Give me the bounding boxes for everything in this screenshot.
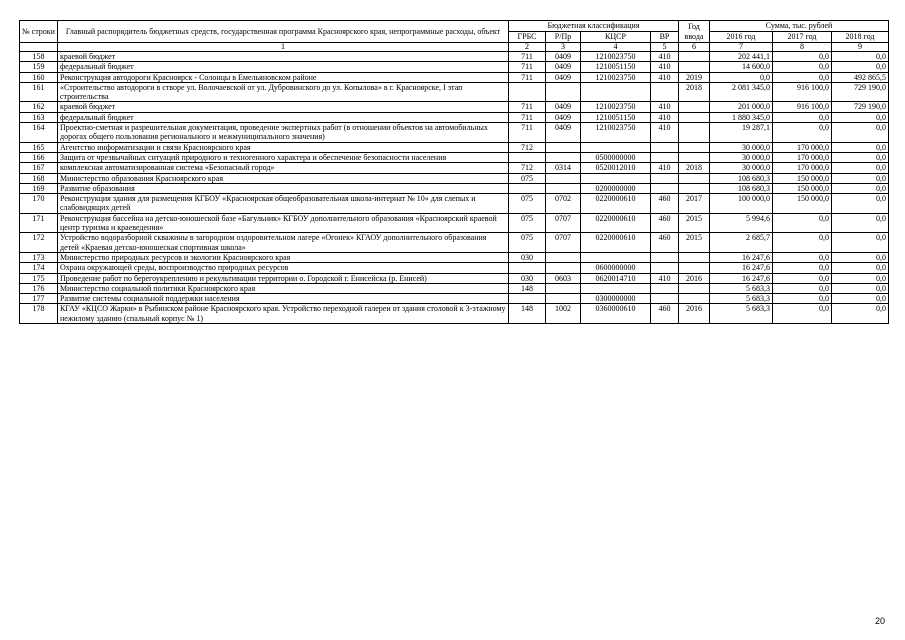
row-name-cell: краевой бюджет	[58, 52, 509, 62]
kcsr-cell: 0220000610	[581, 213, 651, 233]
year-cell	[679, 283, 710, 293]
sum-2016-cell: 5 683,3	[710, 294, 773, 304]
table-row	[20, 102, 889, 112]
grbs-cell: 075	[509, 213, 546, 233]
header-2018: 2018 год	[832, 32, 889, 43]
page-number: 20	[874, 616, 885, 626]
sum-2017-cell: 916 100,0	[773, 102, 832, 112]
row-number-cell: 174	[20, 263, 58, 273]
rpr-cell	[546, 183, 581, 193]
kcsr-cell: 0220000610	[581, 194, 651, 214]
column-index-row	[20, 43, 889, 52]
column-index: 7	[710, 43, 773, 52]
rpr-cell: 0702	[546, 194, 581, 214]
kcsr-cell	[581, 173, 651, 183]
sum-2017-cell: 916 100,0	[773, 82, 832, 102]
sum-2016-cell: 2 685,7	[710, 233, 773, 253]
rpr-cell: 0314	[546, 163, 581, 173]
kcsr-cell: 0600000000	[581, 263, 651, 273]
row-name-cell: Проектно-сметная и разрешительная документация, проведение экспертных работ (в отношении объектов на автомобильных дорогах общего пользования регионального и межмуниципального значения)	[58, 123, 509, 143]
row-name-cell: Агентство информатизации и связи Красноярского края	[58, 142, 509, 152]
rpr-cell: 0707	[546, 213, 581, 233]
sum-2018-cell: 0,0	[832, 294, 889, 304]
table-row	[20, 72, 889, 82]
vr-cell: 460	[651, 233, 679, 253]
sum-2017-cell: 0,0	[773, 273, 832, 283]
sum-2018-cell: 0,0	[832, 283, 889, 293]
sum-2018-cell: 0,0	[832, 52, 889, 62]
table-body	[20, 52, 889, 324]
row-name-cell: Устройство водоразборной скважины в загородном оздоровительном лагере «Огонек» КГАОУ дополнительного образования детей «Краевая детско-юношеская спортивная школа»	[58, 233, 509, 253]
row-name-cell: Развитие системы социальной поддержки населения	[58, 294, 509, 304]
header-name: Главный распорядитель бюджетных средств, государственная программа Красноярского края, непрограммные расходы, объект	[58, 21, 509, 43]
row-number-cell: 161	[20, 82, 58, 102]
rpr-cell	[546, 283, 581, 293]
grbs-cell: 030	[509, 252, 546, 262]
row-number-cell: 169	[20, 183, 58, 193]
sum-2017-cell: 0,0	[773, 233, 832, 253]
column-index	[20, 43, 58, 52]
table-row	[20, 263, 889, 273]
year-cell: 2016	[679, 304, 710, 324]
row-name-cell: «Строительство автодороги в створе ул. Волочаевской от ул. Дубровинского до ул. Копылова» в г. Красноярске, I этап строительства	[58, 82, 509, 102]
table-row	[20, 194, 889, 214]
column-index: 9	[832, 43, 889, 52]
grbs-cell	[509, 263, 546, 273]
row-name-cell: Министерство социальной политики Красноярского края	[58, 283, 509, 293]
vr-cell	[651, 283, 679, 293]
table-row	[20, 213, 889, 233]
column-index: 8	[773, 43, 832, 52]
sum-2018-cell: 0,0	[832, 112, 889, 122]
row-name-cell: Министерство образования Красноярского края	[58, 173, 509, 183]
row-number-cell: 175	[20, 273, 58, 283]
sum-2017-cell: 150 000,0	[773, 173, 832, 183]
sum-2017-cell: 170 000,0	[773, 163, 832, 173]
sum-2018-cell: 492 865,5	[832, 72, 889, 82]
row-number-cell: 167	[20, 163, 58, 173]
grbs-cell: 075	[509, 233, 546, 253]
sum-2017-cell: 150 000,0	[773, 183, 832, 193]
grbs-cell: 711	[509, 123, 546, 143]
grbs-cell: 712	[509, 163, 546, 173]
table-row	[20, 273, 889, 283]
row-number-cell: 159	[20, 62, 58, 72]
header-sum: Сумма, тыс. рублей	[710, 21, 889, 32]
sum-2017-cell: 0,0	[773, 294, 832, 304]
row-number-cell: 160	[20, 72, 58, 82]
sum-2018-cell: 0,0	[832, 142, 889, 152]
grbs-cell: 711	[509, 112, 546, 122]
vr-cell: 410	[651, 72, 679, 82]
sum-2016-cell: 16 247,6	[710, 252, 773, 262]
kcsr-cell	[581, 252, 651, 262]
rpr-cell	[546, 142, 581, 152]
year-cell	[679, 62, 710, 72]
kcsr-cell: 1210023750	[581, 102, 651, 112]
vr-cell: 460	[651, 304, 679, 324]
grbs-cell: 712	[509, 142, 546, 152]
year-cell	[679, 294, 710, 304]
row-number-cell: 163	[20, 112, 58, 122]
vr-cell: 460	[651, 194, 679, 214]
sum-2018-cell: 0,0	[832, 252, 889, 262]
sum-2018-cell: 0,0	[832, 304, 889, 324]
table-row	[20, 112, 889, 122]
vr-cell: 410	[651, 52, 679, 62]
row-name-cell: краевой бюджет	[58, 102, 509, 112]
sum-2018-cell: 0,0	[832, 62, 889, 72]
grbs-cell	[509, 294, 546, 304]
sum-2016-cell: 16 247,6	[710, 263, 773, 273]
row-name-cell: федеральный бюджет	[58, 62, 509, 72]
sum-2016-cell: 14 600,0	[710, 62, 773, 72]
rpr-cell	[546, 82, 581, 102]
kcsr-cell: 0360000610	[581, 304, 651, 324]
sum-2017-cell: 150 000,0	[773, 194, 832, 214]
grbs-cell	[509, 183, 546, 193]
row-number-cell: 172	[20, 233, 58, 253]
grbs-cell: 711	[509, 102, 546, 112]
rpr-cell: 0409	[546, 102, 581, 112]
header-rpr: Р/Пр	[546, 32, 581, 43]
kcsr-cell	[581, 142, 651, 152]
grbs-cell: 711	[509, 72, 546, 82]
sum-2018-cell: 0,0	[832, 213, 889, 233]
row-name-cell: Министерство природных ресурсов и экологии Красноярского края	[58, 252, 509, 262]
sum-2016-cell: 1 880 345,0	[710, 112, 773, 122]
vr-cell: 460	[651, 213, 679, 233]
rpr-cell: 0409	[546, 62, 581, 72]
header-row-number: № строки	[20, 21, 58, 43]
table-row	[20, 283, 889, 293]
header-kcsr: КЦСР	[581, 32, 651, 43]
header-2016: 2016 год	[710, 32, 773, 43]
sum-2018-cell: 0,0	[832, 183, 889, 193]
vr-cell	[651, 142, 679, 152]
row-number-cell: 158	[20, 52, 58, 62]
vr-cell	[651, 152, 679, 162]
kcsr-cell: 0500000000	[581, 152, 651, 162]
year-cell: 2019	[679, 72, 710, 82]
grbs-cell	[509, 82, 546, 102]
rpr-cell: 1002	[546, 304, 581, 324]
sum-2017-cell: 170 000,0	[773, 152, 832, 162]
sum-2016-cell: 19 287,1	[710, 123, 773, 143]
column-index: 5	[651, 43, 679, 52]
sum-2017-cell: 0,0	[773, 112, 832, 122]
table-row	[20, 142, 889, 152]
row-number-cell: 177	[20, 294, 58, 304]
kcsr-cell: 1210051150	[581, 112, 651, 122]
header-year-in: Год ввода	[679, 21, 710, 43]
year-cell: 2015	[679, 233, 710, 253]
sum-2017-cell: 0,0	[773, 72, 832, 82]
sum-2016-cell: 5 683,3	[710, 283, 773, 293]
table-row	[20, 163, 889, 173]
sum-2016-cell: 108 680,3	[710, 173, 773, 183]
grbs-cell	[509, 152, 546, 162]
rpr-cell: 0603	[546, 273, 581, 283]
rpr-cell: 0409	[546, 123, 581, 143]
row-number-cell: 165	[20, 142, 58, 152]
sum-2018-cell: 0,0	[832, 163, 889, 173]
table-row	[20, 173, 889, 183]
sum-2018-cell: 0,0	[832, 152, 889, 162]
header-2017: 2017 год	[773, 32, 832, 43]
rpr-cell: 0409	[546, 52, 581, 62]
sum-2018-cell: 0,0	[832, 263, 889, 273]
grbs-cell: 148	[509, 283, 546, 293]
kcsr-cell: 0300000000	[581, 294, 651, 304]
vr-cell	[651, 82, 679, 102]
row-name-cell: Реконструкция здания для размещения КГБОУ «Красноярская общеобразовательная школа-интернат № 10» для слепых и слабовидящих детей	[58, 194, 509, 214]
table-row	[20, 52, 889, 62]
row-name-cell: Реконструкция бассейна на детско-юношеской базе «Багульник» КГБОУ дополнительного образования «Красноярский краевой центр туризма и краеведения»	[58, 213, 509, 233]
kcsr-cell: 0220000610	[581, 233, 651, 253]
header-classification: Бюджетная классификация	[509, 21, 679, 32]
kcsr-cell: 0520012010	[581, 163, 651, 173]
year-cell	[679, 173, 710, 183]
table-row	[20, 304, 889, 324]
row-number-cell: 166	[20, 152, 58, 162]
column-index: 2	[509, 43, 546, 52]
rpr-cell	[546, 152, 581, 162]
sum-2018-cell: 0,0	[832, 273, 889, 283]
row-name-cell: Развитие образования	[58, 183, 509, 193]
sum-2016-cell: 108 680,3	[710, 183, 773, 193]
vr-cell: 410	[651, 123, 679, 143]
table-row	[20, 62, 889, 72]
grbs-cell: 711	[509, 62, 546, 72]
vr-cell: 410	[651, 62, 679, 72]
rpr-cell	[546, 173, 581, 183]
row-name-cell: Охрана окружающей среды, воспроизводство природных ресурсов	[58, 263, 509, 273]
vr-cell	[651, 294, 679, 304]
year-cell: 2018	[679, 82, 710, 102]
table-row	[20, 123, 889, 143]
kcsr-cell: 1210023750	[581, 123, 651, 143]
year-cell	[679, 142, 710, 152]
sum-2016-cell: 30 000,0	[710, 152, 773, 162]
budget-table	[19, 20, 889, 324]
sum-2017-cell: 0,0	[773, 62, 832, 72]
sum-2017-cell: 0,0	[773, 52, 832, 62]
rpr-cell	[546, 294, 581, 304]
sum-2017-cell: 0,0	[773, 252, 832, 262]
grbs-cell: 075	[509, 173, 546, 183]
row-number-cell: 170	[20, 194, 58, 214]
sum-2018-cell: 0,0	[832, 173, 889, 183]
row-name-cell: Проведение работ по берегоукреплению и рекультивации территории о. Городской г. Енисейска (р. Енисей)	[58, 273, 509, 283]
sum-2016-cell: 16 247,6	[710, 273, 773, 283]
kcsr-cell	[581, 283, 651, 293]
sum-2016-cell: 5 683,3	[710, 304, 773, 324]
kcsr-cell: 1210051150	[581, 62, 651, 72]
sum-2018-cell: 729 190,0	[832, 102, 889, 112]
rpr-cell: 0707	[546, 233, 581, 253]
table-row	[20, 82, 889, 102]
year-cell	[679, 252, 710, 262]
vr-cell: 410	[651, 163, 679, 173]
sum-2018-cell: 0,0	[832, 194, 889, 214]
row-name-cell: федеральный бюджет	[58, 112, 509, 122]
row-name-cell: Реконструкция автодороги Красноярск - Солонцы в Емельяновском районе	[58, 72, 509, 82]
sum-2017-cell: 0,0	[773, 304, 832, 324]
column-index: 6	[679, 43, 710, 52]
kcsr-cell: 0200000000	[581, 183, 651, 193]
grbs-cell: 711	[509, 52, 546, 62]
year-cell: 2018	[679, 163, 710, 173]
table-row	[20, 294, 889, 304]
sum-2018-cell: 729 190,0	[832, 82, 889, 102]
rpr-cell: 0409	[546, 72, 581, 82]
vr-cell	[651, 183, 679, 193]
vr-cell: 410	[651, 102, 679, 112]
kcsr-cell: 0620014710	[581, 273, 651, 283]
row-name-cell: комплексная автоматизированная система «Безопасный город»	[58, 163, 509, 173]
row-name-cell: Защита от чрезвычайных ситуаций природного и техногенного характера и обеспечение безопасности населения	[58, 152, 509, 162]
header-vr: ВР	[651, 32, 679, 43]
vr-cell: 410	[651, 112, 679, 122]
sum-2017-cell: 0,0	[773, 263, 832, 273]
sum-2016-cell: 30 000,0	[710, 163, 773, 173]
kcsr-cell	[581, 82, 651, 102]
year-cell	[679, 183, 710, 193]
year-cell	[679, 102, 710, 112]
table-row	[20, 152, 889, 162]
sum-2016-cell: 5 994,6	[710, 213, 773, 233]
column-index: 1	[58, 43, 509, 52]
column-index: 4	[581, 43, 651, 52]
row-number-cell: 162	[20, 102, 58, 112]
vr-cell: 410	[651, 273, 679, 283]
sum-2016-cell: 100 000,0	[710, 194, 773, 214]
year-cell: 2016	[679, 273, 710, 283]
column-index: 3	[546, 43, 581, 52]
row-number-cell: 173	[20, 252, 58, 262]
sum-2016-cell: 201 000,0	[710, 102, 773, 112]
year-cell: 2015	[679, 213, 710, 233]
row-number-cell: 164	[20, 123, 58, 143]
sum-2016-cell: 2 081 345,0	[710, 82, 773, 102]
kcsr-cell: 1210023750	[581, 52, 651, 62]
rpr-cell	[546, 252, 581, 262]
table-row	[20, 252, 889, 262]
rpr-cell: 0409	[546, 112, 581, 122]
sum-2017-cell: 0,0	[773, 123, 832, 143]
header-grbs: ГРБС	[509, 32, 546, 43]
year-cell	[679, 263, 710, 273]
sum-2016-cell: 30 000,0	[710, 142, 773, 152]
row-number-cell: 176	[20, 283, 58, 293]
year-cell	[679, 152, 710, 162]
table-row	[20, 183, 889, 193]
vr-cell	[651, 263, 679, 273]
grbs-cell: 030	[509, 273, 546, 283]
budget-table-sheet	[19, 20, 889, 324]
sum-2017-cell: 0,0	[773, 283, 832, 293]
kcsr-cell: 1210023750	[581, 72, 651, 82]
sum-2017-cell: 0,0	[773, 213, 832, 233]
row-name-cell: КГАУ «КЦСО Жарки» в Рыбинском районе Красноярского края. Устройство переходной галереи от здания столовой к 3-этажному нежилому зданию (спальный корпус № 1)	[58, 304, 509, 324]
row-number-cell: 168	[20, 173, 58, 183]
sum-2018-cell: 0,0	[832, 233, 889, 253]
row-number-cell: 178	[20, 304, 58, 324]
grbs-cell: 075	[509, 194, 546, 214]
row-number-cell: 171	[20, 213, 58, 233]
vr-cell	[651, 173, 679, 183]
year-cell	[679, 112, 710, 122]
table-row	[20, 233, 889, 253]
sum-2016-cell: 0,0	[710, 72, 773, 82]
sum-2016-cell: 202 441,1	[710, 52, 773, 62]
sum-2018-cell: 0,0	[832, 123, 889, 143]
rpr-cell	[546, 263, 581, 273]
year-cell	[679, 123, 710, 143]
year-cell	[679, 52, 710, 62]
sum-2017-cell: 170 000,0	[773, 142, 832, 152]
year-cell: 2017	[679, 194, 710, 214]
vr-cell	[651, 252, 679, 262]
grbs-cell: 148	[509, 304, 546, 324]
